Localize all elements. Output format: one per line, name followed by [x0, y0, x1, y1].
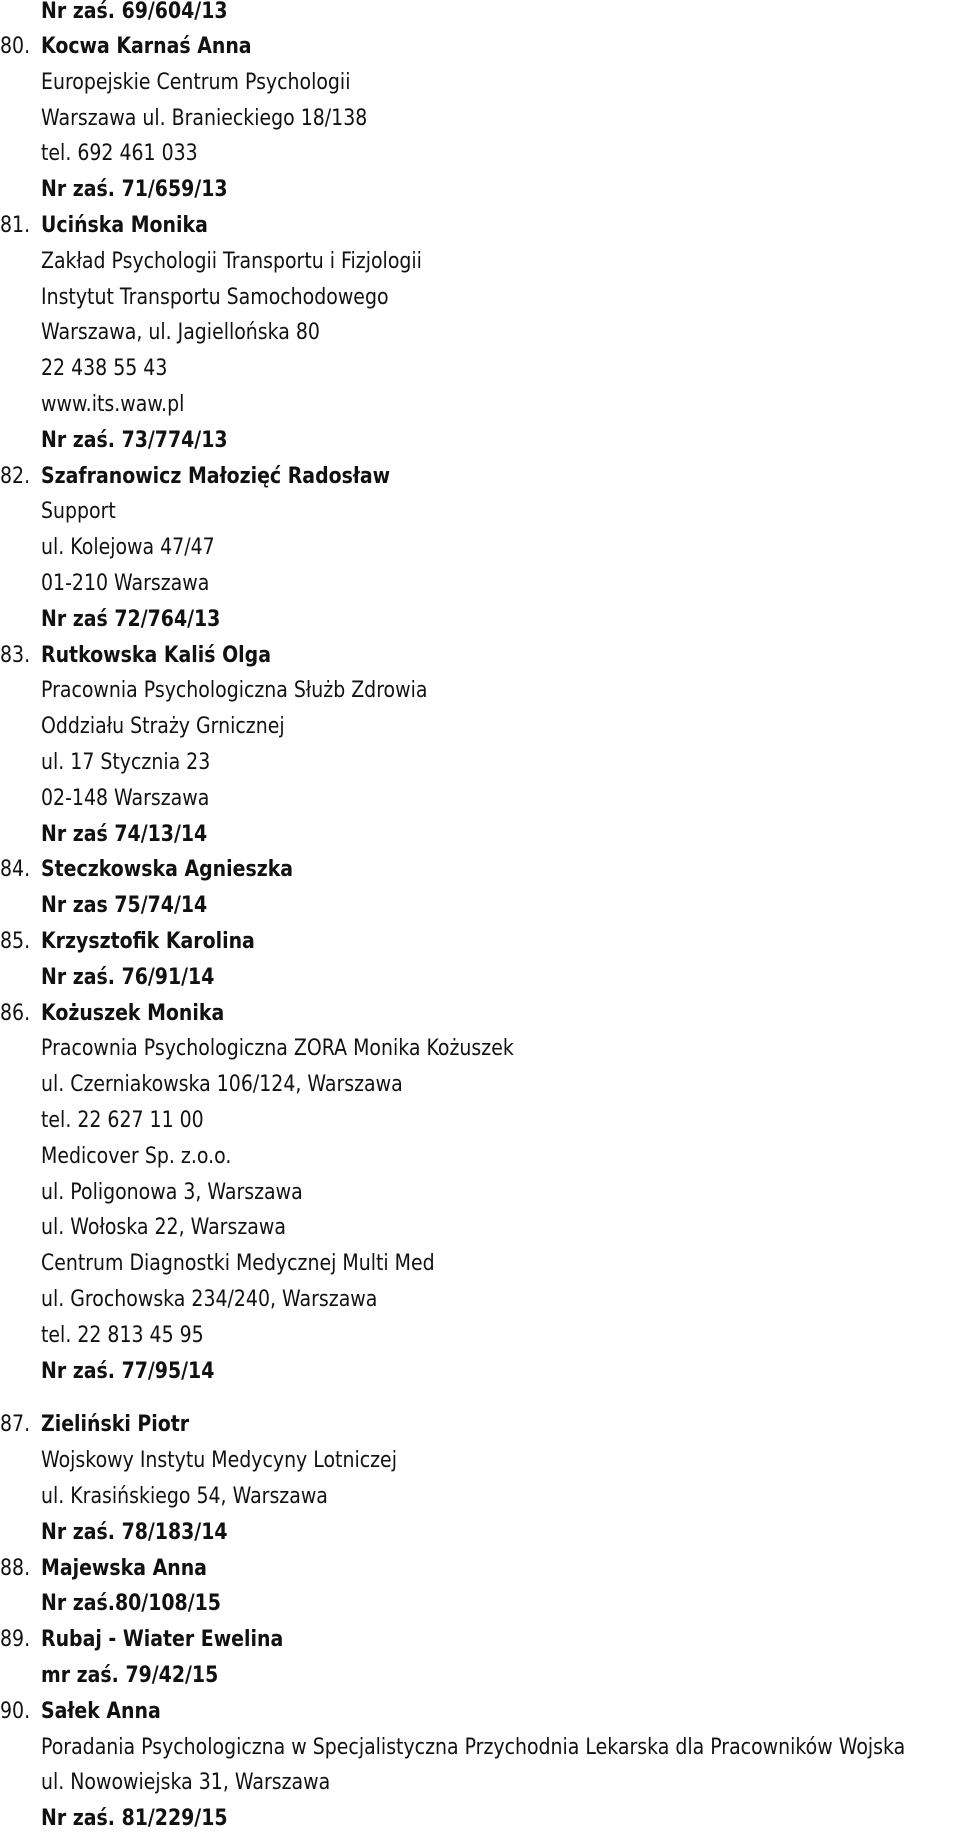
entry-detail-line: Wojskowy Instytu Medycyny Lotniczej — [41, 1448, 397, 1474]
entry-reference-number: mr zaś. 79/42/15 — [41, 1663, 219, 1688]
entry-name: Sałek Anna — [41, 1698, 161, 1724]
entry-reference-number: Nr zaś.80/108/15 — [41, 1591, 221, 1617]
entry-name: Kożuszek Monika — [41, 1000, 225, 1026]
entry-detail-line: Support — [41, 499, 116, 525]
entry-detail-line: Oddziału Straży Grnicznej — [41, 714, 285, 740]
entry-detail-line: 22 438 55 43 — [41, 356, 168, 382]
entry-detail-line: ul. Grochowska 234/240, Warszawa — [41, 1287, 378, 1312]
entry-detail-line: ul. Krasińskiego 54, Warszawa — [41, 1484, 328, 1509]
entry-detail-line: ul. Kolejowa 47/47 — [41, 535, 215, 561]
entry-reference-number: Nr zaś. 81/229/15 — [41, 1806, 228, 1832]
entry-number: 88. — [0, 1555, 31, 1581]
entry-name: Zieliński Piotr — [41, 1412, 190, 1438]
entry-detail-line: 02-148 Warszawa — [41, 785, 210, 811]
entry-number: 90. — [0, 1698, 31, 1724]
entry-detail-line: www.its.waw.pl — [41, 392, 185, 417]
entry-detail-line: Poradania Psychologiczna w Specjalistyczna Przychodnia Lekarska dla Pracowników Wojska — [41, 1734, 906, 1760]
entry-name: Kocwa Karnaś Anna — [41, 34, 252, 59]
entry-detail-line: Warszawa ul. Branieckiego 18/138 — [41, 105, 368, 131]
entry-detail-line: tel. 22 627 11 00 — [41, 1108, 204, 1133]
entry-number: 80. — [0, 34, 31, 59]
entry-reference-number: Nr zas 75/74/14 — [41, 893, 208, 919]
entry-reference-number: Nr zaś. 77/95/14 — [41, 1358, 215, 1384]
entry-detail-line: tel. 692 461 033 — [41, 141, 198, 167]
entry-number: 83. — [0, 642, 31, 668]
entry-reference-number: Nr zaś 72/764/13 — [41, 606, 221, 632]
entry-number: 87. — [0, 1412, 31, 1438]
entry-number: 81. — [0, 213, 31, 238]
entry-detail-line: Centrum Diagnostki Medycznej Multi Med — [41, 1251, 435, 1277]
entry-detail-line: tel. 22 813 45 95 — [41, 1322, 204, 1348]
entry-name: Majewska Anna — [41, 1555, 207, 1581]
entry-detail-line: ul. 17 Stycznia 23 — [41, 750, 211, 775]
entry-detail-line: Warszawa, ul. Jagiellońska 80 — [41, 320, 320, 346]
entry-detail-line: Zakład Psychologii Transportu i Fizjologii — [41, 248, 422, 274]
entry-name: Ucińska Monika — [41, 213, 208, 238]
entry-detail-line: Pracownia Psychologiczna Służb Zdrowia — [41, 678, 428, 704]
entry-name: Rubaj - Wiater Ewelina — [41, 1627, 284, 1653]
entry-detail-line: Europejskie Centrum Psychologii — [41, 69, 351, 95]
entry-detail-line: ul. Czerniakowska 106/124, Warszawa — [41, 1072, 403, 1098]
entry-detail-line: 01-210 Warszawa — [41, 571, 210, 596]
entry-name: Rutkowska Kaliś Olga — [41, 642, 271, 668]
entry-reference-number: Nr zaś 74/13/14 — [41, 821, 208, 847]
entry-detail-line: Instytut Transportu Samochodowego — [41, 284, 389, 310]
entry-reference-number: Nr zaś. 73/774/13 — [41, 427, 228, 453]
entry-reference-number: Nr zaś. 71/659/13 — [41, 177, 228, 203]
entry-detail-line: ul. Nowowiejska 31, Warszawa — [41, 1770, 331, 1796]
entry-name: Krzysztofik Karolina — [41, 929, 255, 954]
entry-reference-number: Nr zaś. 76/91/14 — [41, 964, 215, 990]
top-reference-number: Nr zaś. 69/604/13 — [41, 0, 228, 24]
entry-number: 89. — [0, 1627, 31, 1653]
entry-number: 82. — [0, 463, 31, 489]
entry-detail-line: ul. Wołoska 22, Warszawa — [41, 1215, 286, 1241]
entry-detail-line: Medicover Sp. z.o.o. — [41, 1143, 232, 1169]
entry-name: Steczkowska Agnieszka — [41, 857, 294, 883]
entry-number: 84. — [0, 857, 31, 883]
entry-number: 85. — [0, 929, 31, 954]
entry-detail-line: ul. Poligonowa 3, Warszawa — [41, 1179, 303, 1205]
entry-name: Szafranowicz Małozięć Radosław — [41, 463, 391, 489]
entry-number: 86. — [0, 1000, 31, 1026]
entry-detail-line: Pracownia Psychologiczna ZORA Monika Kożuszek — [41, 1036, 514, 1062]
entry-reference-number: Nr zaś. 78/183/14 — [41, 1519, 228, 1545]
